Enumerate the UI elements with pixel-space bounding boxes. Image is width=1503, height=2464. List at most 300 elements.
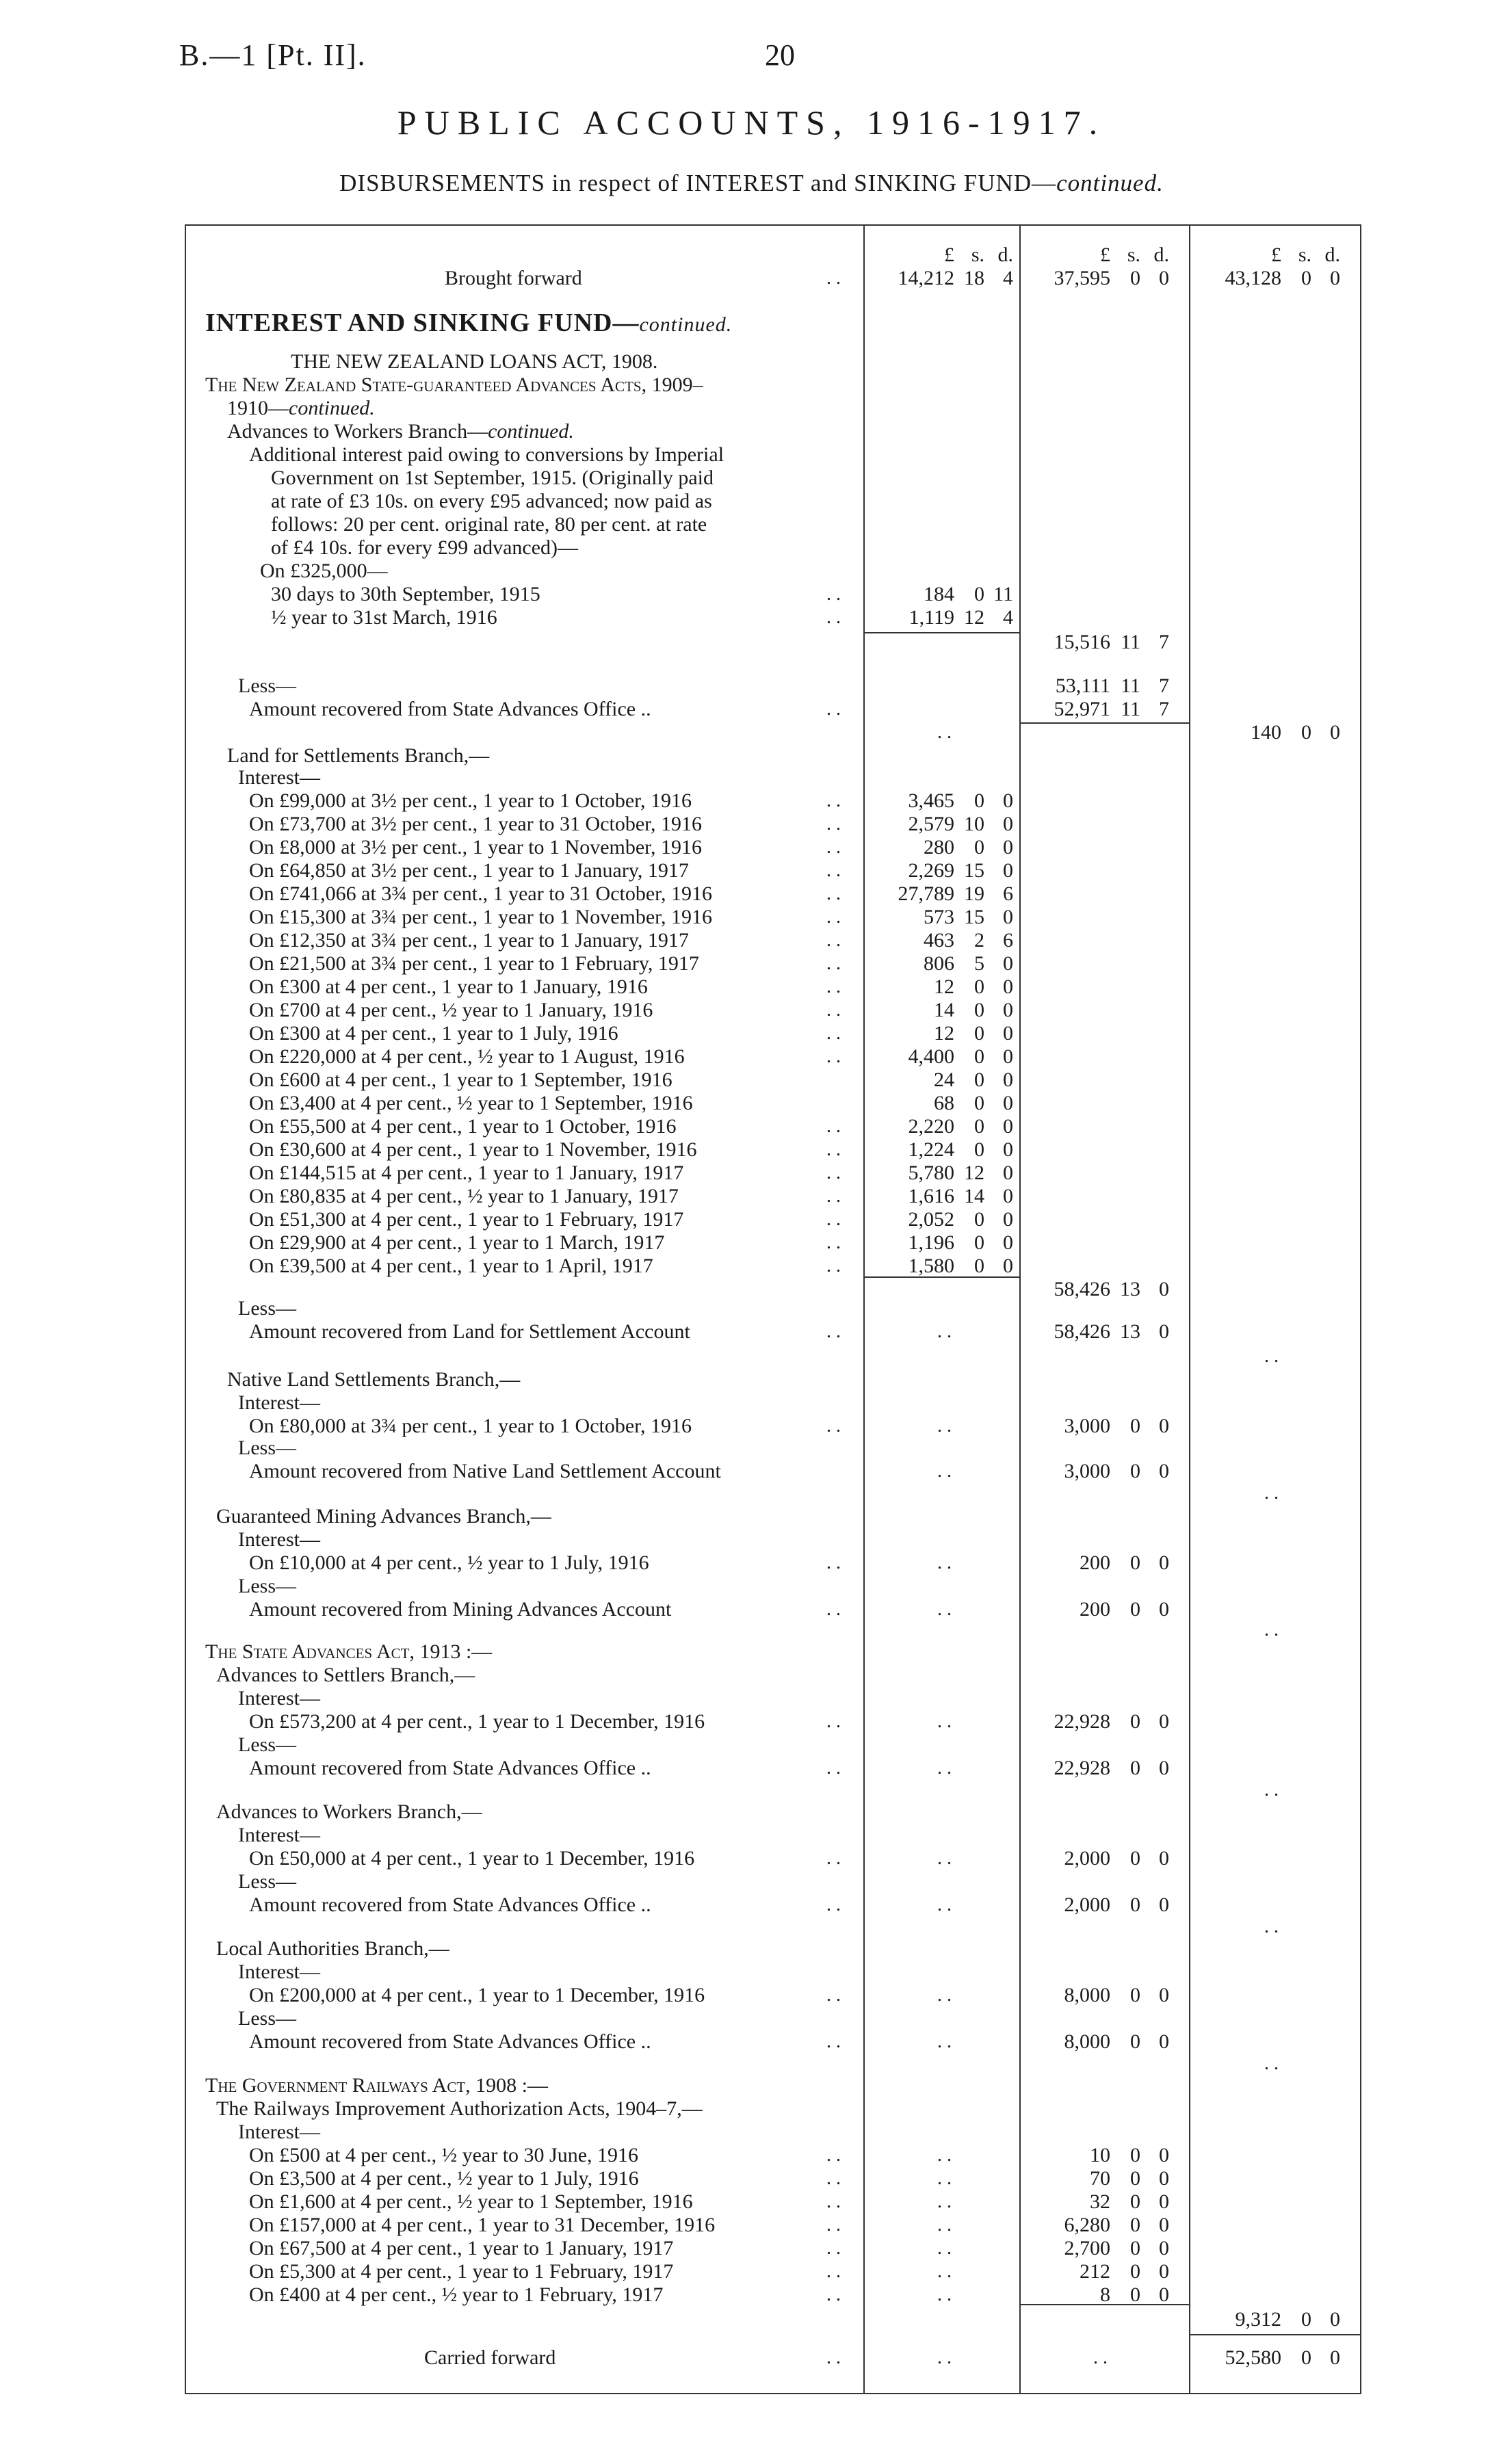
amount-cell [883,1231,1013,1255]
ledger-row-description [249,1115,676,1138]
leader-dots: . . [826,1415,841,1437]
amount-cell [1038,2190,1169,2214]
ledger-row-description [271,583,540,606]
amount-pence: 0 [1330,2346,1340,2369]
ledger-row-description [238,1824,320,1847]
ledger-row-description [216,1937,449,1961]
amount-shillings: 18 [964,267,984,289]
empty-amount-dots: . . [937,1757,952,1779]
description-text: at rate of £3 10s. on every £95 advanced; now paid as [271,490,712,512]
description-text: On £8,000 at 3½ per cent., 1 year to 1 November, 1916 [249,836,702,859]
amount-pounds: 15,516 [1054,631,1110,653]
amount-pounds: 24 [934,1069,954,1091]
ledger-row-description [249,2214,715,2237]
amount-pence: 0 [1003,1255,1013,1277]
amount-cell [1038,1984,1169,2007]
amount-shillings: 0 [1130,1984,1140,2006]
description-text: Less— [238,674,296,697]
pound-symbol: £ [1271,244,1281,266]
description-text: On £600 at 4 per cent., 1 year to 1 September, 1916 [249,1069,672,1091]
amount-pounds: 3,465 [908,789,954,812]
amount-pounds: 2,269 [908,859,954,882]
ledger-row-description [249,1460,721,1483]
ledger-row-description [216,2097,703,2121]
amount-pounds: 2,000 [1064,1893,1110,1916]
amount-shillings: 0 [1130,2167,1140,2190]
amount-cell [883,1162,1013,1185]
amount-pounds: 27,789 [898,882,954,905]
amount-pounds: 12 [934,1022,954,1045]
empty-amount-dots: . . [937,2145,952,2166]
amount-pounds: 43,128 [1225,267,1281,289]
amount-cell [883,975,1013,999]
leader-dots: . . [826,2145,841,2166]
ledger-row-description [249,1984,705,2007]
amount-pence: 0 [1159,1460,1169,1482]
empty-amount-dots: . . [1264,1346,1279,1367]
amount-shillings: 0 [974,999,984,1021]
amount-pence: 0 [1003,1069,1013,1091]
amount-shillings: 14 [964,1185,984,1207]
amount-pounds: 22,928 [1054,1757,1110,1779]
pence-symbol: d. [1153,244,1169,266]
description-text: The Railways Improvement Authorization Acts, 1904–7,— [216,2097,703,2120]
amount-cell [1210,2346,1340,2370]
description-text: Amount recovered from State Advances Office .. [249,698,651,720]
amount-pence: 0 [1003,975,1013,998]
leader-dots: . . [826,1255,841,1276]
ledger-row-description [249,2190,693,2214]
description-italic: continued. [639,313,733,336]
amount-pounds: 3,000 [1064,1460,1110,1482]
ledger-row-description [291,350,657,373]
amount-cell [1038,2260,1169,2283]
amount-pounds: 3,000 [1064,1415,1110,1437]
amount-pounds: 22,928 [1054,1710,1110,1733]
empty-amount-dots: . . [1264,1619,1279,1640]
amount-pence: 0 [1003,1115,1013,1138]
amount-cell [1038,1551,1169,1575]
amount-pence: 0 [1159,2237,1169,2259]
ledger-row-description [216,1664,475,1687]
amount-shillings: 0 [1130,2214,1140,2236]
amount-pence: 7 [1159,674,1169,697]
amount-cell [1038,2214,1169,2237]
ledger-row-description [249,1092,693,1115]
amount-pence: 0 [1003,1231,1013,1254]
amount-cell [883,267,1013,290]
empty-amount-dots: . . [937,1415,952,1437]
col2-rule [1019,224,1021,2394]
amount-pence: 0 [1003,906,1013,928]
col2-currency-header [1038,244,1169,267]
amount-pounds: 463 [924,929,954,952]
amount-shillings: 0 [974,789,984,812]
empty-amount-dots: . . [937,2238,952,2259]
leader-dots: . . [826,2238,841,2259]
empty-amount-dots: . . [937,722,952,743]
description-text: On £29,900 at 4 per cent., 1 year to 1 March, 1917 [249,1231,665,1254]
amount-pounds: 280 [924,836,954,859]
amount-cell [1038,1757,1169,1780]
description-italic: continued. [488,420,574,443]
ledger-row-description [249,1710,705,1733]
description-text: On £1,600 at 4 per cent., ½ year to 1 September, 1916 [249,2190,693,2213]
ledger-row-description [249,1847,694,1870]
subtotal-rule [863,632,1019,633]
amount-pounds: 68 [934,1092,954,1114]
ledger-row-description [238,1437,296,1460]
ledger-row-description [249,1162,683,1185]
amount-pounds: 52,971 [1054,698,1110,720]
amount-shillings: 0 [1130,1551,1140,1574]
amount-pence: 0 [1159,2214,1169,2236]
amount-cell [1038,1460,1169,1483]
amount-pounds: 14,212 [898,267,954,289]
amount-pounds: 10 [1090,2144,1110,2166]
ledger-row-description [249,813,702,836]
empty-amount-dots: . . [1264,1482,1279,1504]
page-number: 20 [765,38,795,72]
amount-shillings: 0 [1130,1415,1140,1437]
empty-amount-dots: . . [937,2214,952,2236]
description-text: Guaranteed Mining Advances Branch,— [216,1505,551,1528]
amount-shillings: 0 [1130,2283,1140,2306]
description-text: On £99,000 at 3½ per cent., 1 year to 1 October, 1916 [249,789,692,812]
amount-pence: 0 [1159,267,1169,289]
amount-pounds: 2,579 [908,813,954,835]
amount-cell [1038,2030,1169,2054]
amount-pence: 0 [1159,1893,1169,1916]
leader-dots: . . [826,1046,841,1067]
amount-shillings: 0 [1130,2144,1140,2166]
amount-pence: 0 [1159,2260,1169,2283]
ledger-row-description [227,397,375,420]
amount-pence: 0 [1003,1208,1013,1231]
ledger-row-description [249,1231,664,1255]
amount-shillings: 0 [974,1069,984,1091]
description-text: On £400 at 4 per cent., ½ year to 1 February, 1917 [249,2283,664,2306]
amount-pounds: 2,052 [908,1208,954,1231]
amount-cell [883,1045,1013,1069]
description-text: The Government Railways Act, 1908 :— [205,2074,548,2097]
ledger-row-description [249,1551,649,1575]
page-title: PUBLIC ACCOUNTS, 1916-1917. [397,103,1106,142]
amount-pounds: 37,595 [1054,267,1110,289]
ledger-row-description [249,1757,651,1780]
amount-cell [1210,2308,1340,2331]
description-text: Government on 1st September, 1915. (Originally paid [271,467,714,489]
description-text: On £325,000— [260,560,388,582]
leader-dots: . . [826,1757,841,1779]
amount-cell [1038,1893,1169,1917]
ledger-row-description [249,999,653,1022]
amount-pence: 0 [1159,1278,1169,1300]
empty-amount-dots: . . [937,1711,952,1732]
amount-pence: 0 [1003,1185,1013,1207]
amount-pence: 0 [1003,813,1013,835]
amount-pounds: 52,580 [1225,2346,1281,2369]
amount-pounds: 806 [924,952,954,975]
amount-cell [883,1022,1013,1045]
description-text: Less— [238,1297,296,1320]
ledger-row-description [205,2074,548,2097]
page-subtitle [0,170,1503,197]
amount-cell [883,606,1013,629]
amount-pence: 0 [1159,1415,1169,1437]
description-text: Advances to Settlers Branch,— [216,1664,475,1686]
description-text: follows: 20 per cent. original rate, 80 per cent. at rate [271,513,707,536]
amount-cell [883,1069,1013,1092]
amount-cell [1038,1598,1169,1621]
description-text: Amount recovered from State Advances Office .. [249,1893,651,1916]
leader-dots: . . [826,1848,841,1869]
description-text: THE NEW ZEALAND LOANS ACT, 1908. [291,350,658,373]
description-text: On £64,850 at 3½ per cent., 1 year to 1 January, 1917 [249,859,689,882]
amount-pence: 0 [1159,1757,1169,1779]
leader-dots: . . [826,698,841,720]
amount-shillings: 0 [1130,2260,1140,2283]
ledger-row-description [249,789,692,813]
amount-cell [883,1208,1013,1231]
leader-dots: . . [826,2347,841,2368]
description-text: 1910— [227,397,289,419]
description-italic: continued. [289,397,375,419]
leader-dots: . . [826,1185,841,1207]
leader-dots: . . [826,790,841,811]
amount-cell [1038,1847,1169,1870]
ledger-row-description [249,1045,685,1069]
amount-cell [883,1092,1013,1115]
description-text: On £39,500 at 4 per cent., 1 year to 1 April, 1917 [249,1255,653,1277]
empty-amount-dots: . . [937,1984,952,2006]
amount-cell [883,813,1013,836]
amount-pence: 0 [1003,836,1013,859]
amount-cell [1038,1710,1169,1733]
ledger-row-description [205,1640,492,1664]
leader-dots: . . [826,267,841,289]
description-text: ½ year to 31st March, 1916 [271,606,497,629]
leader-dots: . . [826,1321,841,1342]
description-text: Additional interest paid owing to conversions by Imperial [249,443,724,466]
empty-amount-dots: . . [937,1894,952,1915]
ledger-row-description [249,1415,692,1438]
amount-shillings: 15 [964,859,984,882]
ledger-row-description [238,1391,320,1415]
amount-pounds: 1,119 [909,606,954,629]
amount-shillings: 11 [1121,631,1140,653]
empty-amount-dots: . . [937,2191,952,2212]
ledger-row-description [249,698,651,721]
amount-cell [1038,1415,1169,1438]
amount-shillings: 0 [974,1115,984,1138]
amount-shillings: 0 [1130,2190,1140,2213]
ledger-row-description [249,1185,679,1208]
description-text: On £80,000 at 3¾ per cent., 1 year to 1 October, 1916 [249,1415,692,1437]
pound-symbol: £ [944,244,954,266]
description-text: Carried forward [424,2346,556,2369]
leader-dots: . . [826,2261,841,2282]
amount-cell [1038,2237,1169,2260]
leader-dots: . . [826,1599,841,1620]
ledger-row-description [271,536,578,560]
amount-pence: 0 [1159,2144,1169,2166]
description-text: Amount recovered from Native Land Settlement Account [249,1460,721,1482]
amount-pounds: 8,000 [1064,2030,1110,2053]
amount-shillings: 0 [974,1045,984,1068]
description-text: On £200,000 at 4 per cent., 1 year to 1 December, 1916 [249,1984,705,2006]
description-text: Less— [238,1870,296,1893]
amount-pence: 0 [1003,952,1013,975]
amount-pence: 0 [1003,859,1013,882]
ledger-row-description [249,859,689,882]
amount-shillings: 0 [1130,1847,1140,1870]
amount-shillings: 0 [1301,2308,1311,2331]
empty-amount-dots: . . [1093,2347,1108,2368]
amount-pence: 0 [1003,1092,1013,1114]
leader-dots: . . [826,2284,841,2305]
amount-cell [883,1138,1013,1162]
ledger-row-description [216,1505,551,1528]
amount-pounds: 4,400 [908,1045,954,1068]
amount-pence: 0 [1159,1551,1169,1574]
leader-dots: . . [826,860,841,881]
amount-pounds: 32 [1090,2190,1110,2213]
amount-pence: 0 [1003,1138,1013,1161]
description-text: Interest— [238,2121,320,2143]
amount-pounds: 212 [1080,2260,1110,2283]
amount-pence: 4 [1003,606,1013,629]
description-text: Advances to Workers Branch— [227,420,488,443]
amount-pounds: 184 [924,583,954,605]
ledger-row-description [249,1320,690,1344]
description-text: Brought forward [445,267,582,289]
pence-symbol: d. [1324,244,1340,266]
empty-amount-dots: . . [937,1552,952,1573]
amount-pence: 0 [1003,1162,1013,1184]
amount-pence: 6 [1003,929,1013,952]
description-text: On £67,500 at 4 per cent., 1 year to 1 January, 1917 [249,2237,674,2259]
amount-pounds: 2,700 [1064,2237,1110,2259]
description-text: On £50,000 at 4 per cent., 1 year to 1 December, 1916 [249,1847,695,1870]
amount-shillings: 0 [974,1208,984,1231]
description-text: On £80,835 at 4 per cent., ½ year to 1 January, 1917 [249,1185,679,1207]
description-text: Less— [238,1575,296,1597]
ledger-row-description [249,952,699,975]
description-text: Less— [238,2007,296,2030]
description-text: On £5,300 at 4 per cent., 1 year to 1 February, 1917 [249,2260,674,2283]
amount-pounds: 200 [1080,1598,1110,1621]
ledger-row-description [227,420,574,443]
amount-cell [1038,2283,1169,2307]
amount-shillings: 0 [1130,1598,1140,1621]
amount-shillings: 5 [974,952,984,975]
ledger-row-description [238,1575,296,1598]
amount-pence: 0 [1159,1320,1169,1343]
amount-shillings: 0 [974,1138,984,1161]
leader-dots: . . [826,1162,841,1183]
amount-cell [883,859,1013,882]
amount-pence: 7 [1159,698,1169,720]
leader-dots: . . [826,883,841,904]
amount-pounds: 58,426 [1054,1320,1110,1343]
leader-dots: . . [826,1984,841,2006]
description-text: Amount recovered from Land for Settlement Account [249,1320,690,1343]
description-text: On £73,700 at 3½ per cent., 1 year to 31 October, 1916 [249,813,702,835]
ledger-row-description [249,2237,673,2260]
amount-pence: 6 [1003,882,1013,905]
amount-shillings: 15 [964,906,984,928]
description-text: On £15,300 at 3¾ per cent., 1 year to 1 November, 1916 [249,906,712,928]
description-text: On £21,500 at 3¾ per cent., 1 year to 1 February, 1917 [249,952,699,975]
amount-pence: 11 [993,583,1013,605]
col1-rule [863,224,865,2394]
ledger-row-description [249,1893,651,1917]
leader-dots: . . [826,1116,841,1137]
document-reference: B.—1 [Pt. II]. [179,38,367,72]
amount-shillings: 0 [1130,1757,1140,1779]
description-text: On £300 at 4 per cent., 1 year to 1 January, 1916 [249,975,648,998]
shilling-symbol: s. [971,244,984,266]
ledger-row-description [249,975,648,999]
amount-shillings: 0 [974,1092,984,1114]
amount-cell [1038,2167,1169,2190]
ledger-row-description [249,906,712,929]
description-text: Interest— [238,1961,320,1983]
ledger-row-description [238,2007,296,2030]
amount-cell [883,836,1013,859]
amount-pounds: 1,580 [908,1255,954,1277]
description-text: On £51,300 at 4 per cent., 1 year to 1 February, 1917 [249,1208,684,1231]
col3-currency-header [1210,244,1340,267]
ledger-row-description [249,1255,653,1278]
ledger-row-description [238,674,296,698]
ledger-row-description [271,606,497,629]
amount-pounds: 6,280 [1064,2214,1110,2236]
amount-pence: 0 [1159,1710,1169,1733]
leader-dots: . . [826,2031,841,2052]
pence-symbol: d. [997,244,1013,266]
description-text: Amount recovered from State Advances Office .. [249,2030,651,2053]
ledger-row-description [205,311,732,337]
leader-dots: . . [826,953,841,974]
amount-shillings: 0 [974,836,984,859]
description-text: On £3,400 at 4 per cent., ½ year to 1 September, 1916 [249,1092,693,1114]
leader-dots: . . [826,1209,841,1230]
shilling-symbol: s. [1127,244,1140,266]
amount-pence: 0 [1003,1022,1013,1045]
empty-amount-dots: . . [937,2168,952,2189]
amount-pence: 0 [1330,267,1340,289]
leader-dots: . . [826,837,841,858]
amount-pence: 0 [1159,1984,1169,2006]
leader-dots: . . [826,2168,841,2189]
amount-pounds: 9,312 [1235,2308,1281,2331]
amount-cell [1038,698,1169,721]
description-text: Advances to Workers Branch,— [216,1800,482,1823]
description-text: On £3,500 at 4 per cent., ½ year to 1 July, 1916 [249,2167,639,2190]
leader-dots: . . [826,999,841,1021]
ledger-row-description [249,1138,696,1162]
amount-shillings: 0 [1130,2030,1140,2053]
amount-pence: 0 [1159,2283,1169,2306]
empty-amount-dots: . . [1264,2053,1279,2074]
table-top-rule [185,224,1361,226]
amount-shillings: 0 [1301,721,1311,744]
amount-cell [1038,674,1169,698]
description-text: On £220,000 at 4 per cent., ½ year to 1 August, 1916 [249,1045,685,1068]
amount-shillings: 0 [1301,267,1311,289]
